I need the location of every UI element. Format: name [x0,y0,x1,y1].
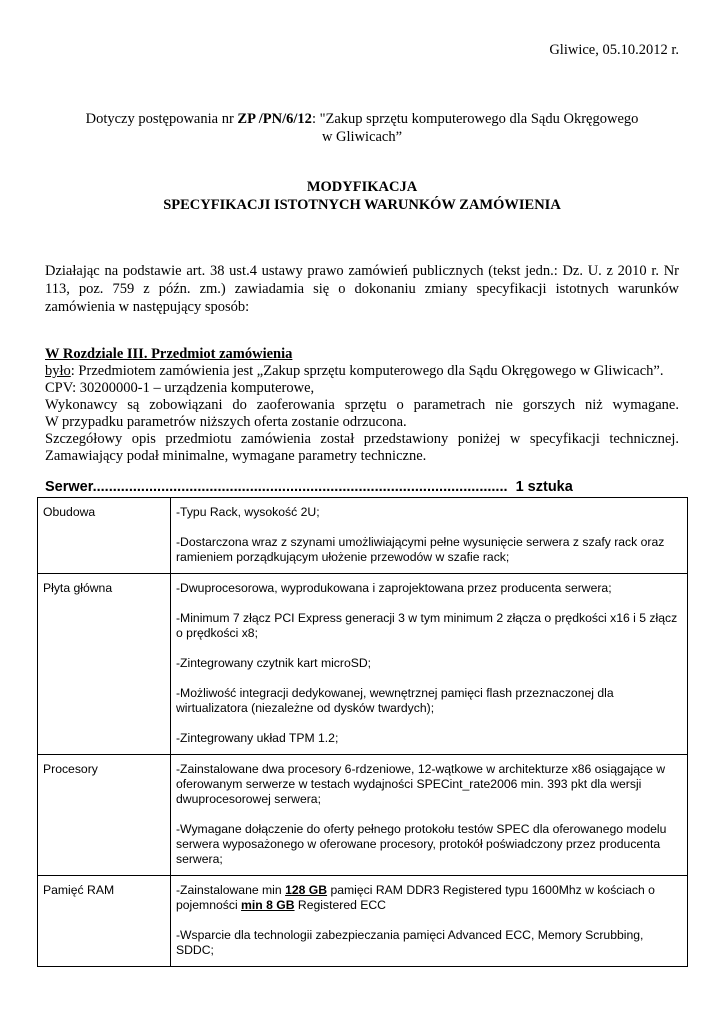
spec-item: -Dwuprocesorowa, wyprodukowana i zaprojektowana przez producenta serwera; [176,581,612,595]
was-label: było [45,363,71,379]
product-quantity: 1 sztuka [515,479,573,495]
was-line [45,363,679,380]
spec-item: -Minimum 7 złącz PCI Express generacji 3 w tym minimum 2 złącza o prędkości x16 i 5 złącz o prędkości x8; [176,611,678,640]
spec-item [176,883,682,913]
product-name: Serwer [45,479,93,495]
was-text: : Przedmiotem zamówienia jest „Zakup sprzętu komputerowego dla Sądu Okręgowego w Gliwicach”. [70,363,664,379]
ram-text-c: pamięci RAM DDR3 Registered typu 1600Mhz w kościach o pojemności [176,883,655,912]
section-paragraph-3: Szczegółowy opis przedmiotu zamówienia został przedstawiony poniżej w specyfikacji technicznej. [45,431,679,447]
row-name: Procesory [38,755,171,876]
row-details [171,876,688,967]
product-leader: ....................................................................................................... [92,479,508,495]
ram-module-size: min 8 GB [241,898,295,912]
regarding-prefix: Dotyczy postępowania nr [85,111,238,127]
section-block [45,346,679,465]
row-details [171,574,688,755]
row-details [171,755,688,876]
spec-item: -Zintegrowany układ TPM 1.2; [176,731,339,745]
case-number: ZP /PN/6/12 [237,111,312,127]
ram-text-a: -Zainstalowane min [176,883,286,897]
spec-item: -Możliwość integracji dedykowanej, wewnętrznej pamięci flash przeznaczonej dla wirtualizatora (niezależne od dysków twardych); [176,686,614,715]
section-paragraph-2: W przypadku parametrów niższych oferta zostanie odrzucona. [45,414,407,430]
section-heading: W Rozdziale III. Przedmiot zamówienia [45,346,293,362]
spec-table [37,497,688,967]
table-row [38,498,688,574]
ram-capacity: 128 GB [285,883,328,897]
section-paragraph-4: Zamawiający podał minimalne, wymagane parametry techniczne. [45,448,427,464]
spec-item: -Dostarczona wraz z szynami umożliwiającymi pełne wysunięcie serwera z szafy rack oraz ramieniem porządkującym ułożenie przewodów w szafie rack; [176,535,665,564]
spec-item: -Zintegrowany czytnik kart microSD; [176,656,372,670]
row-name: Pamięć RAM [38,876,171,967]
regarding-line [80,110,644,146]
product-heading [45,479,605,495]
section-paragraph-1: Wykonawcy są zobowiązani do zaoferowania sprzętu o parametrach nie gorszych niż wymagane. [45,397,679,413]
row-name: Obudowa [38,498,171,574]
row-details [171,498,688,574]
cpv-line: CPV: 30200000-1 – urządzenia komputerowe, [45,380,315,396]
row-name: Płyta główna [38,574,171,755]
intro-paragraph: Działając na podstawie art. 38 ust.4 ustawy prawo zamówień publicznych (tekst jedn.: Dz. U. z 2010 r. Nr 113, poz. 759 z późn. zm.) zawiadamia się o dokonaniu zmiany specyfikacji istotnych warunków zamówienia w następujący sposób: [45,263,679,315]
spec-item: -Wymagane dołączenie do oferty pełnego protokołu testów SPEC dla oferowanego modelu serwera wyposażonego w oferowane procesory, protokół poświadczony przez producenta serwera; [176,822,667,866]
regarding-title: : "Zakup sprzętu komputerowego dla Sądu Okręgowego w Gliwicach” [311,111,639,145]
document-title [45,178,679,214]
title-line-2: SPECYFIKACJI ISTOTNYCH WARUNKÓW ZAMÓWIENIA [163,197,561,213]
spec-item: -Wsparcie dla technologii zabezpieczania pamięci Advanced ECC, Memory Scrubbing, SDDC; [176,928,644,957]
ram-text-e: Registered ECC [294,898,386,912]
spec-item: -Zainstalowane dwa procesory 6-rdzeniowe, 12-wątkowe w architekturze x86 osiągające w oferowanym serwerze w testach wydajności SPECint_rate2006 min. 393 pkt dla wersji dwuprocesorowej serwera; [176,762,666,806]
date-line: Gliwice, 05.10.2012 r. [549,42,679,58]
spec-item: -Typu Rack, wysokość 2U; [176,505,320,519]
table-row [38,876,688,967]
table-row [38,574,688,755]
table-row [38,755,688,876]
title-line-1: MODYFIKACJA [306,179,418,195]
